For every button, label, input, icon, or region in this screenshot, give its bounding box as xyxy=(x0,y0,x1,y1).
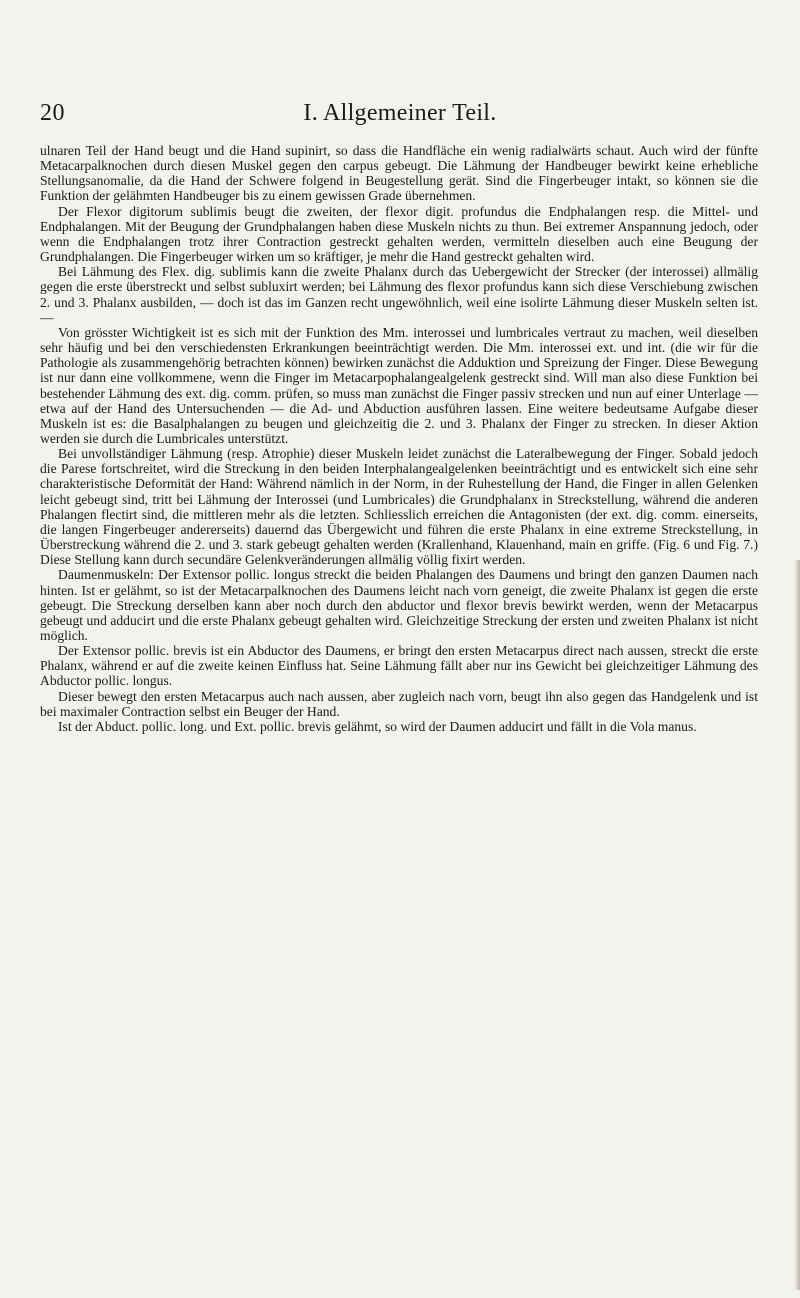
page-edge-shadow xyxy=(794,560,800,1290)
paragraph-daumen-adducirt: Ist der Abduct. pollic. long. und Ext. pollic. brevis gelähmt, so wird der Daumen adducirt und fällt in die Vola manus. xyxy=(58,718,697,734)
body-text xyxy=(40,143,758,734)
paragraph-daumenmuskeln: Daumenmuskeln: Der Extensor pollic. longus streckt die beiden Phalangen des Daumens und bringt den ganzen Daumen nach hinten. Ist er gelähmt, so ist der Metacarpalknochen des Daumens leicht nach vorn geneigt, die zweite Phalanx ist gegen die erste gebeugt. Die Streckung derselben kann aber noch durch den abductor und flexor brevis bewirkt werden, wenn der Metacarpus gebeugt und adducirt und die erste Phalanx gebeugt gehalten wird. Gleichzeitige Streckung der ersten und zweiten Phalanx ist nicht möglich. xyxy=(40,567,758,643)
paragraph-flex-sublimis-paralysis: Bei Lähmung des Flex. dig. sublimis kann die zweite Phalanx durch das Uebergewicht der Strecker (der interossei) allmälig gegen die erste überstreckt und selbst subluxirt werden; bei Lähmung des flexor profundus kann sich diese Verschiebung zwischen 2. und 3. Phalanx ausbilden, — doch ist das im Ganzen recht ungewöhnlich, weil eine isolirte Lähmung dieser Muskeln selten ist. — xyxy=(40,264,758,325)
paragraph-krallenhand: Bei unvollständiger Lähmung (resp. Atrophie) dieser Muskeln leidet zunächst die Lateralbewegung der Finger. Sobald jedoch die Parese fortschreitet, wird die Streckung in den beiden Interphalangealgelenken beeinträchtigt und es entwickelt sich eine sehr charakteristische Deformität der Hand: Während nämlich in der Norm, in der Ruhestellung der Hand, die Finger in allen Gelenken leicht gebeugt sind, tritt bei Lähmung der Interossei (und Lumbricales) die Grundphalanx in Streckstellung, während die anderen Phalangen flectirt sind, die mittleren mehr als die letzten. Schliesslich erreichen die Antagonisten (der ext. dig. comm. einerseits, die langen Fingerbeuger andererseits) dauernd das Übergewicht und führen die erste Phalanx in eine extreme Streckstellung, in Überstreckung während die 2. und 3. stark gebeugt gehalten werden (Krallenhand, Klauenhand, main en griffe. (Fig. 6 und Fig. 7.) Diese Stellung kann durch secundäre Gelenkveränderungen allmälig völlig fixirt werden. xyxy=(40,446,758,568)
page-header xyxy=(40,100,760,126)
paragraph-handbeuger: ulnaren Teil der Hand beugt und die Hand supinirt, so dass die Handfläche ein wenig radialwärts schaut. Auch wird der fünfte Metacarpalknochen durch diesen Muskel gegen den carpus gebeugt. Die Lähmung der Handbeuger bewirkt keine erhebliche Stellungsanomalie, da die Hand der Schwere folgend in Beugestellung gerät. Sind die Fingerbeuger intakt, so können sie die Funktion der gelähmten Handbeuger bis zu einem gewissen Grade übernehmen. xyxy=(40,143,758,204)
paragraph-interossei-lumbricales: Von grösster Wichtigkeit ist es sich mit der Funktion des Mm. interossei und lumbricales vertraut zu machen, weil dieselben sehr häufig und bei den verschiedensten Erkrankungen beeinträchtigt werden. Die Mm. interossei ext. und int. (die wir für die Pathologie als zusammengehörig betrachten können) bewirken zunächst die Adduktion und Spreizung der Finger. Diese Bewegung ist nur dann eine vollkommene, wenn die Finger im Metacarpophalangealgelenk gestreckt sind. Will man also diese Funktion bei bestehender Lähmung des ext. dig. comm. prüfen, so muss man zunächst die Finger passiv strecken und nun auf einer Unterlage — etwa auf der Hand des Untersuchenden — die Ad- und Abduction ausführen lassen. Eine weitere bedeutsame Aufgabe dieser Muskeln ist es: die Basalphalangen zu beugen und gleichzeitig die 2. und 3. Phalanx der Finger zu strecken. In dieser Aktion werden sie durch die Lumbricales unterstützt. xyxy=(40,324,758,446)
page-number: 20 xyxy=(40,100,65,126)
paragraph-extensor-pollic-brevis: Der Extensor pollic. brevis ist ein Abductor des Daumens, er bringt den ersten Metacarpus direct nach aussen, streckt die erste Phalanx, während er auf die zweite keinen Einfluss hat. Seine Lähmung fällt aber nur ins Gewicht bei gleichzeitiger Lähmung des Abductor pollic. longus. xyxy=(40,643,758,689)
paragraph-flexor-digitorum: Der Flexor digitorum sublimis beugt die zweiten, der flexor digit. profundus die Endphalangen resp. die Mittel- und Endphalangen. Mit der Beugung der Grundphalangen haben diese Muskeln nichts zu thun. Bei extremer Anspannung jedoch, oder wenn die Endphalangen trotz ihrer Contraction gestreckt gehalten werden, vermitteln dieselben auch eine Beugung der Grundphalangen. Die Fingerbeuger wirken um so kräftiger, je mehr die Hand gestreckt gehalten wird. xyxy=(40,203,758,265)
paragraph-abductor-pollic-longus: Dieser bewegt den ersten Metacarpus auch nach aussen, aber zugleich nach vorn, beugt ihn also gegen das Handgelenk und ist bei maximaler Contraction selbst ein Beuger der Hand. xyxy=(40,688,758,719)
running-title: I. Allgemeiner Teil. xyxy=(303,100,497,126)
